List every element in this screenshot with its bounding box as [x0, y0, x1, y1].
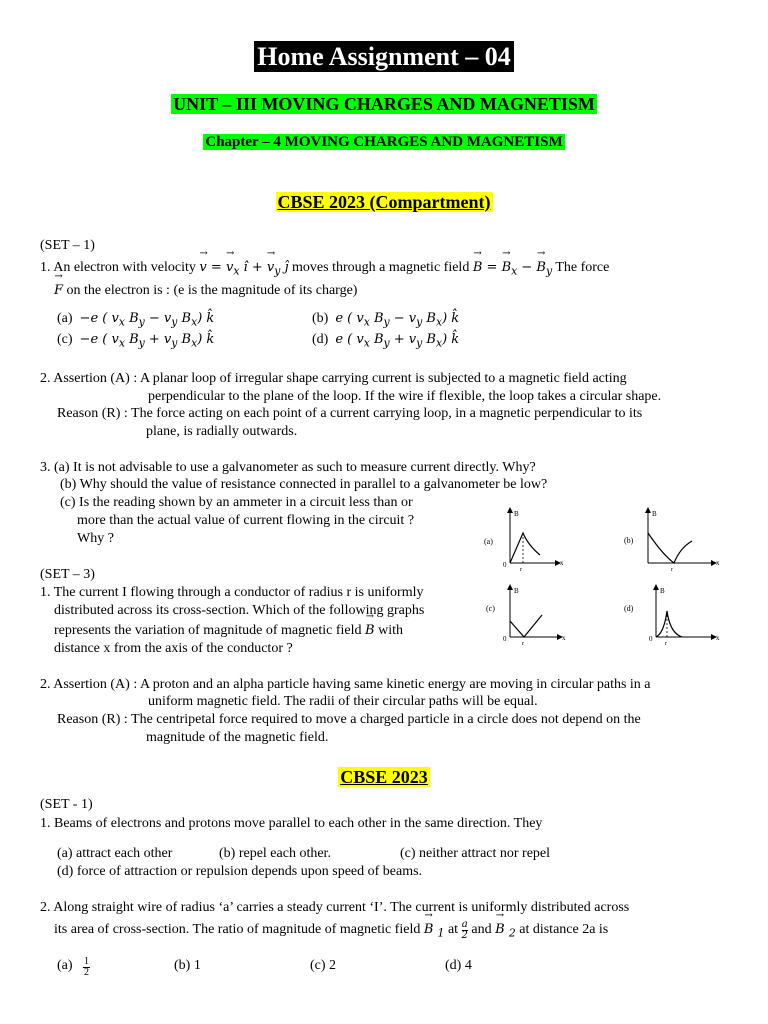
- page-title: Home Assignment – 04: [0, 42, 768, 72]
- assertion-1-cont: perpendicular to the plane of the loop. If the wire if flexible, the loop takes a circular shape.: [148, 389, 662, 404]
- question-3c-why: Why ?: [77, 531, 114, 546]
- reason-2: Reason (R) : The centripetal force required to move a charged particle in a circle does not depend on the: [57, 712, 641, 727]
- question-4-line-3: represents the variation of magnitude of magnetic field → B with: [54, 622, 403, 639]
- graph-a-radius: r: [520, 567, 522, 573]
- graph-c-label: (c): [486, 604, 495, 613]
- graph-options: [478, 503, 728, 655]
- option-b: (b) repel each other.: [219, 846, 331, 861]
- graph-c-axis-x: x: [562, 634, 566, 642]
- option-a: (a) −e ( $v_x$ $B_y - v_y$ $B_x$) k̂: [57, 311, 215, 329]
- option-c: (c) −e ( $v_x$ $B_y + v_y$ $B_x$) k̂: [57, 332, 215, 350]
- assertion-1: 2. Assertion (A) : A planar loop of irregular shape carrying current is subjected to a magnetic field acting: [40, 371, 627, 386]
- question-4-line-1: 1. The current I flowing through a conductor of radius r is uniformly: [40, 585, 424, 600]
- question-6-line-1: 2. Along straight wire of radius ‘a’ carries a steady current ‘I’. The current is uniformly distributed across: [40, 900, 630, 915]
- option-a: (a) $\frac{1}{2}$: [57, 956, 90, 978]
- assertion-2: 2. Assertion (A) : A proton and an alpha particle having same kinetic energy are moving in circular paths in a: [40, 677, 651, 692]
- option-c: (c) neither attract nor repel: [400, 846, 551, 861]
- option-b: (b) 1: [174, 958, 201, 973]
- graph-b-axis-y: B: [652, 510, 657, 518]
- graph-a: [484, 510, 564, 573]
- question-3c-cont: more than the actual value of current flowing in the circuit ?: [77, 513, 415, 528]
- option-d: (d) e ( $v_x$ $B_y + v_y$ $B_x$) k̂: [312, 332, 460, 350]
- reason-1: Reason (R) : The force acting on each point of a current carrying loop, in a magnetic perpendicular to its: [57, 406, 643, 421]
- option-d: (d) 4: [445, 958, 472, 973]
- question-3b: (b) Why should the value of resistance connected in parallel to a galvanometer be low?: [60, 477, 548, 492]
- assertion-2-cont: uniform magnetic field. The radii of their circular paths will be equal.: [148, 694, 538, 709]
- graph-b-axis-x: x: [716, 559, 720, 567]
- chapter-heading: Chapter – 4 MOVING CHARGES AND MAGNETISM: [205, 134, 563, 150]
- option-c: (c) 2: [310, 958, 337, 973]
- set-label: (SET - 1): [40, 797, 93, 812]
- graph-c-radius: r: [522, 641, 524, 647]
- graph-d: [624, 587, 720, 647]
- graph-c-origin: 0: [503, 635, 507, 643]
- section-heading-cbse-2023: CBSE 2023: [340, 767, 428, 787]
- question-6-line-2: its area of cross-section. The ratio of magnitude of magnetic field → B $_1$ at $\frac{a}{2}$ and → B $_2$ at distance 2a is: [54, 920, 608, 942]
- reason-2-cont: magnitude of the magnetic field.: [146, 730, 329, 745]
- section-heading-compartment: CBSE 2023 (Compartment): [277, 192, 491, 212]
- question-4-line-2: distributed across its cross-section. Which of the following graphs: [54, 603, 425, 618]
- question-1-line-2: → F on the electron is : (e is the magnitude of its charge): [54, 282, 357, 299]
- graph-d-axis-x: x: [716, 634, 720, 642]
- graph-a-origin: 0: [503, 561, 507, 569]
- question-3a: 3. (a) It is not advisable to use a galvanometer as such to measure current directly. Why?: [40, 460, 536, 475]
- set-label: (SET – 1): [40, 238, 95, 253]
- graph-b: [624, 510, 720, 573]
- graph-b-label: (b): [624, 536, 634, 545]
- question-4-line-4: distance x from the axis of the conductor ?: [54, 641, 293, 656]
- graph-c-axis-y: B: [514, 587, 519, 595]
- reason-1-cont: plane, is radially outwards.: [146, 424, 298, 439]
- graph-a-axis-y: B: [514, 510, 519, 518]
- graph-a-axis-x: x: [560, 559, 564, 567]
- graph-d-radius: r: [665, 641, 667, 647]
- graph-a-label: (a): [484, 537, 493, 546]
- graph-d-label: (d): [624, 604, 634, 613]
- option-a: (a) attract each other: [57, 846, 173, 861]
- question-5: 1. Beams of electrons and protons move parallel to each other in the same direction. They: [40, 816, 543, 831]
- option-b: (b) e ( $v_x$ $B_y - v_y$ $B_x$) k̂: [312, 311, 460, 329]
- question-3c: (c) Is the reading shown by an ammeter in a circuit less than or: [60, 495, 413, 510]
- graph-c: [486, 587, 566, 647]
- question-1-line-1: 1. An electron with velocity → v = → $v_x$ î + → $v_y$ ĵ moves through a magnetic field → B = → $B_x$ − → $B_y$ The force: [40, 259, 609, 280]
- graph-b-radius: r: [671, 567, 673, 573]
- set-label: (SET – 3): [40, 567, 95, 582]
- graph-d-origin: 0: [649, 635, 653, 643]
- unit-heading: UNIT – III MOVING CHARGES AND MAGNETISM: [173, 94, 595, 114]
- option-d: (d) force of attraction or repulsion depends upon speed of beams.: [57, 864, 423, 879]
- graph-d-axis-y: B: [660, 587, 665, 595]
